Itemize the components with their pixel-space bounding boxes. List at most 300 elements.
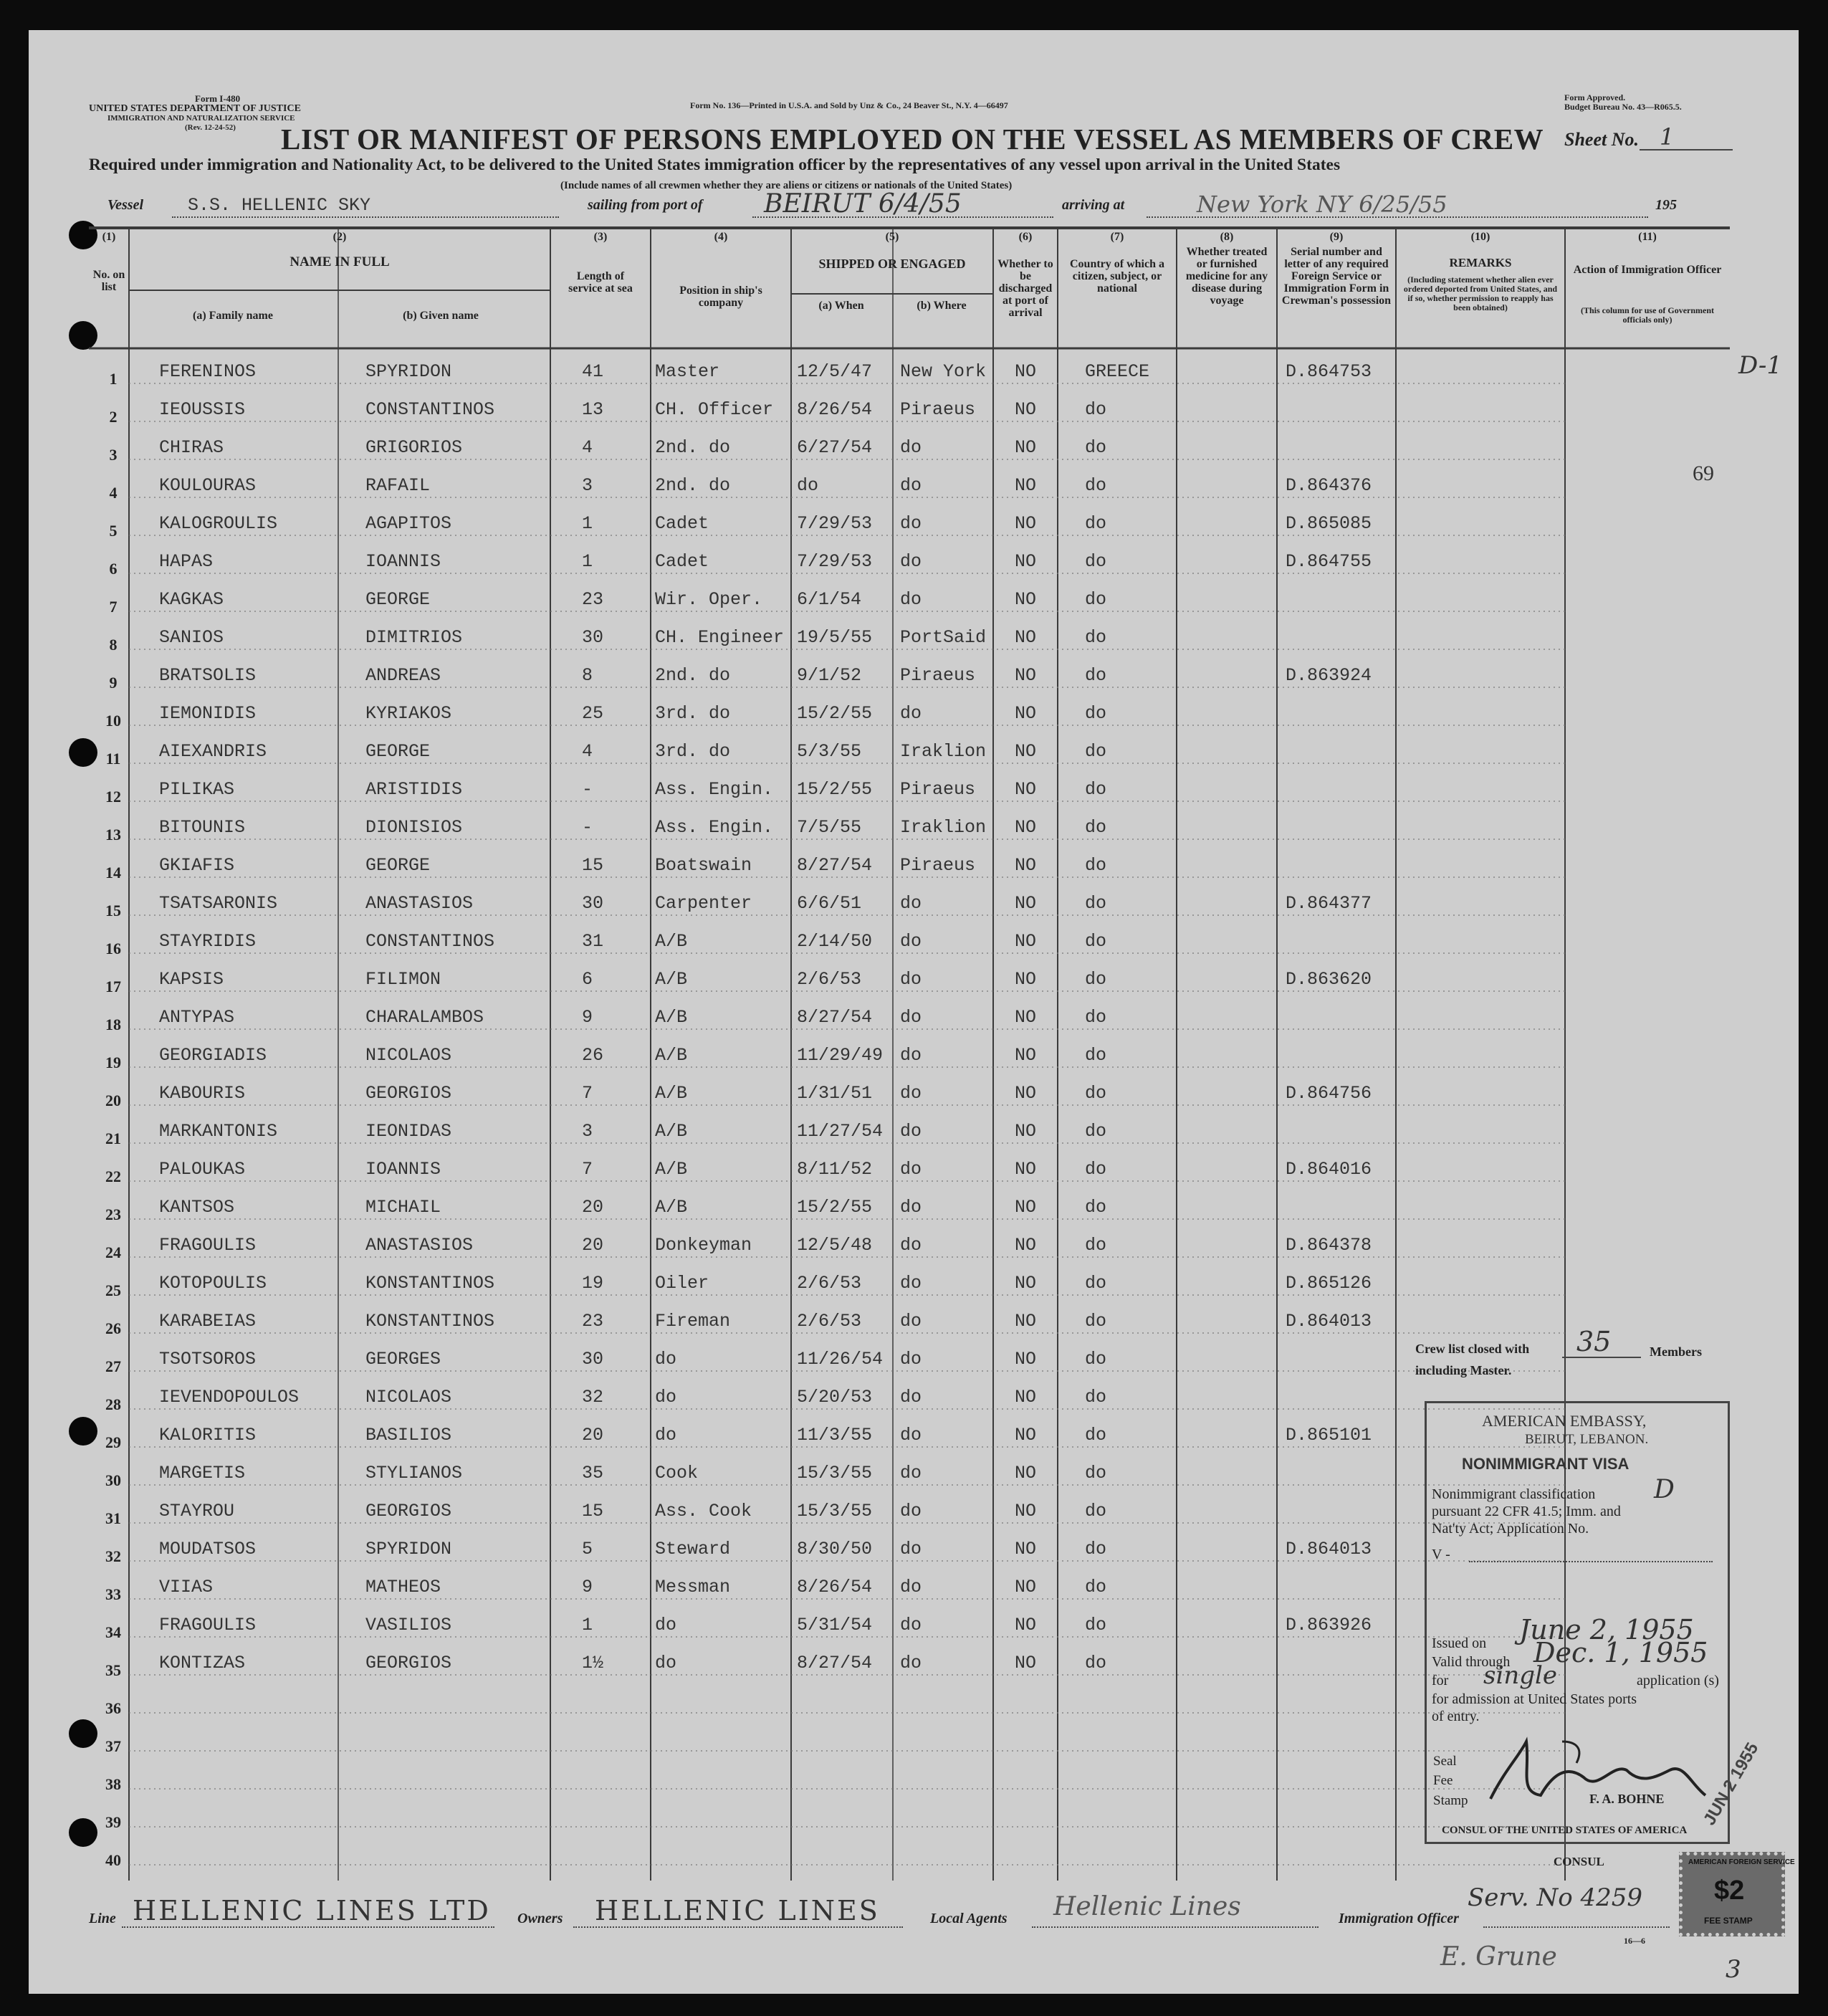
family-name-cell: PILIKAS: [159, 779, 235, 800]
shipped-where-cell: do: [900, 1007, 922, 1028]
given-name-cell: ANASTASIOS: [365, 1235, 474, 1256]
stamp-issued-label: Issued on: [1432, 1635, 1487, 1651]
country-cell: do: [1085, 1045, 1107, 1066]
agency-revision: (Rev. 12-24-52): [185, 123, 236, 132]
shipped-when-cell: 8/30/50: [797, 1539, 873, 1559]
row-number: 10: [105, 712, 121, 730]
family-name-cell: KALORITIS: [159, 1425, 257, 1446]
row-number: 40: [105, 1851, 121, 1869]
service-cell: -: [582, 779, 593, 800]
discharge-cell: NO: [1015, 1159, 1037, 1180]
given-name-cell: GEORGIOS: [365, 1501, 452, 1521]
country-cell: do: [1085, 1539, 1107, 1559]
shipped-when-cell: 7/29/53: [797, 551, 873, 572]
shipped-when-cell: 2/6/53: [797, 1311, 862, 1332]
vessel-name: S.S. HELLENIC SKY: [188, 195, 371, 216]
given-name-cell: BASILIOS: [365, 1425, 452, 1446]
given-name-cell: GEORGIOS: [365, 1653, 452, 1673]
country-cell: do: [1085, 1653, 1107, 1673]
family-name-cell: KAGKAS: [159, 589, 224, 610]
col5b-header: (b) Where: [917, 300, 967, 312]
stamp-seal: Seal: [1433, 1754, 1457, 1769]
position-cell: 2nd. do: [655, 475, 731, 496]
shipped-when-cell: 6/6/51: [797, 893, 862, 914]
given-name-cell: NICOLAOS: [365, 1387, 452, 1408]
shipped-where-cell: Piraeus: [900, 855, 976, 876]
document-cell: D.864013: [1286, 1311, 1372, 1332]
service-cell: 3: [582, 475, 593, 496]
margin-mark: D-1: [1738, 351, 1783, 380]
service-cell: 23: [582, 1311, 604, 1332]
country-cell: do: [1085, 703, 1107, 724]
agency-form-number: Form I-480: [195, 93, 241, 104]
position-cell: Ass. Engin.: [655, 779, 774, 800]
document-cell: D.863926: [1286, 1615, 1372, 1635]
row-number: 20: [105, 1091, 121, 1109]
country-cell: do: [1085, 551, 1107, 572]
crew-count-underline: [1562, 1357, 1641, 1358]
row-number: 13: [105, 826, 121, 844]
document-cell: D.865085: [1286, 513, 1372, 534]
position-cell: Messman: [655, 1577, 731, 1597]
discharge-cell: NO: [1015, 779, 1037, 800]
service-cell: 20: [582, 1235, 604, 1256]
col8-number: (8): [1220, 231, 1234, 243]
crew-closed-line2: including Master.: [1415, 1363, 1512, 1377]
discharge-cell: NO: [1015, 1653, 1037, 1673]
country-cell: GREECE: [1085, 361, 1150, 382]
agency-name: UNITED STATES DEPARTMENT OF JUSTICE: [89, 103, 301, 114]
position-cell: Ass. Engin.: [655, 817, 774, 838]
agency-service: IMMIGRATION AND NATURALIZATION SERVICE: [107, 114, 295, 123]
given-name-cell: STYLIANOS: [365, 1463, 463, 1484]
service-cell: 5: [582, 1539, 593, 1559]
position-cell: do: [655, 1425, 677, 1446]
stamp-embassy: AMERICAN EMBASSY,: [1482, 1412, 1647, 1430]
discharge-cell: NO: [1015, 1045, 1037, 1066]
family-name-cell: KOTOPOULIS: [159, 1273, 267, 1294]
service-cell: 20: [582, 1197, 604, 1218]
country-cell: do: [1085, 779, 1107, 800]
discharge-cell: NO: [1015, 1425, 1037, 1446]
shipped-where-cell: do: [900, 1425, 922, 1446]
col6-header: Whether to be discharged at port of arrival: [997, 258, 1053, 319]
shipped-when-cell: 6/27/54: [797, 437, 873, 458]
discharge-cell: NO: [1015, 969, 1037, 990]
country-cell: do: [1085, 1615, 1107, 1635]
service-cell: 1: [582, 513, 593, 534]
row-number: 12: [105, 788, 121, 806]
given-name-cell: KYRIAKOS: [365, 703, 452, 724]
family-name-cell: KANTSOS: [159, 1197, 235, 1218]
document-cell: D.864016: [1286, 1159, 1372, 1180]
col10-header: REMARKS: [1449, 256, 1512, 269]
row-number: 5: [109, 522, 118, 540]
discharge-cell: NO: [1015, 703, 1037, 724]
given-name-cell: IEONIDAS: [365, 1121, 452, 1142]
consul-name: F. A. BOHNE: [1589, 1792, 1665, 1806]
col5-header: SHIPPED OR ENGAGED: [818, 257, 966, 271]
position-cell: A/B: [655, 1197, 688, 1218]
shipped-where-cell: PortSaid: [900, 627, 987, 648]
fee-stamp-value: $2: [1714, 1876, 1745, 1906]
shipped-when-cell: 2/14/50: [797, 931, 873, 952]
given-name-cell: MICHAIL: [365, 1197, 441, 1218]
col2b-header: (b) Given name: [403, 310, 479, 322]
given-name-cell: KONSTANTINOS: [365, 1311, 495, 1332]
row-number: 35: [105, 1661, 121, 1679]
row-number: 16: [105, 940, 121, 957]
shipped-where-cell: Piraeus: [900, 665, 976, 686]
shipped-when-cell: 8/27/54: [797, 855, 873, 876]
col11-header: Action of Immigration Officer: [1573, 264, 1722, 276]
row-number: 18: [105, 1016, 121, 1033]
owners-label: Owners: [517, 1911, 563, 1926]
shipped-where-cell: do: [900, 551, 922, 572]
row-number: 26: [105, 1319, 121, 1337]
family-name-cell: MARKANTONIS: [159, 1121, 278, 1142]
agents-value: Hellenic Lines: [1053, 1892, 1241, 1921]
service-cell: 30: [582, 627, 604, 648]
country-cell: do: [1085, 437, 1107, 458]
position-cell: A/B: [655, 1083, 688, 1104]
year-label: 195: [1655, 197, 1677, 213]
sheet-label: Sheet No.: [1564, 129, 1639, 150]
service-cell: 1½: [582, 1653, 604, 1673]
row-number: 9: [109, 674, 118, 692]
stamp-admission: for admission at United States ports: [1432, 1691, 1637, 1707]
given-name-cell: SPYRIDON: [365, 361, 452, 382]
stamp-application-label: application (s): [1637, 1673, 1719, 1688]
given-name-cell: AGAPITOS: [365, 513, 452, 534]
service-cell: 1: [582, 1615, 593, 1635]
family-name-cell: FRAGOULIS: [159, 1235, 257, 1256]
country-cell: do: [1085, 1273, 1107, 1294]
stamp-classification: D: [1654, 1475, 1675, 1504]
discharge-cell: NO: [1015, 627, 1037, 648]
stamp-stamp-word: Stamp: [1433, 1793, 1468, 1808]
shipped-where-cell: Iraklion: [900, 817, 987, 838]
shipped-when-cell: 1/31/51: [797, 1083, 873, 1104]
service-cell: 31: [582, 931, 604, 952]
family-name-cell: KABOURIS: [159, 1083, 246, 1104]
country-cell: do: [1085, 399, 1107, 420]
position-cell: do: [655, 1653, 677, 1673]
country-cell: do: [1085, 1197, 1107, 1218]
col5a-header: (a) When: [818, 300, 864, 312]
col2-number: (2): [332, 231, 347, 243]
col4-header: Position in ship's company: [679, 285, 762, 309]
country-cell: do: [1085, 1501, 1107, 1521]
shipped-when-cell: 11/3/55: [797, 1425, 873, 1446]
family-name-cell: TSOTSOROS: [159, 1349, 257, 1370]
row-number: 6: [109, 560, 118, 578]
shipped-where-cell: do: [900, 1197, 922, 1218]
given-name-cell: GEORGE: [365, 741, 431, 762]
service-cell: 4: [582, 437, 593, 458]
arrival-port: New York NY 6/25/55: [1197, 191, 1447, 218]
position-cell: Donkeyman: [655, 1235, 752, 1256]
shipped-when-cell: 12/5/47: [797, 361, 873, 382]
shipped-where-cell: do: [900, 893, 922, 914]
row-number: 19: [105, 1054, 121, 1071]
row-number: 39: [105, 1813, 121, 1831]
discharge-cell: NO: [1015, 1387, 1037, 1408]
family-name-cell: GKIAFIS: [159, 855, 235, 876]
family-name-cell: CHIRAS: [159, 437, 224, 458]
stamp-of-entry: of entry.: [1432, 1709, 1480, 1724]
line-value: HELLENIC LINES LTD: [133, 1895, 491, 1926]
crew-closed-label: Crew list closed with: [1415, 1342, 1530, 1356]
given-name-cell: IOANNIS: [365, 551, 441, 572]
position-cell: do: [655, 1615, 677, 1635]
owners-value: HELLENIC LINES: [595, 1895, 880, 1926]
country-cell: do: [1085, 855, 1107, 876]
shipped-where-cell: do: [900, 1273, 922, 1294]
shipped-where-cell: do: [900, 1501, 922, 1521]
shipped-where-cell: do: [900, 931, 922, 952]
given-name-cell: RAFAIL: [365, 475, 431, 496]
row-number: 33: [105, 1585, 121, 1603]
given-name-cell: FILIMON: [365, 969, 441, 990]
discharge-cell: NO: [1015, 1311, 1037, 1332]
shipped-when-cell: 5/20/53: [797, 1387, 873, 1408]
shipped-where-cell: Iraklion: [900, 741, 987, 762]
shipped-where-cell: do: [900, 1311, 922, 1332]
shipped-when-cell: 8/26/54: [797, 399, 873, 420]
country-cell: do: [1085, 513, 1107, 534]
document-cell: D.864756: [1286, 1083, 1372, 1104]
row-number: 29: [105, 1433, 121, 1451]
stamp-v-label: V -: [1432, 1547, 1450, 1562]
given-name-cell: IOANNIS: [365, 1159, 441, 1180]
discharge-cell: NO: [1015, 665, 1037, 686]
position-cell: Fireman: [655, 1311, 731, 1332]
sailing-label: sailing from port of: [588, 197, 703, 213]
shipped-where-cell: do: [900, 1387, 922, 1408]
shipped-when-cell: 2/6/53: [797, 1273, 862, 1294]
service-cell: 32: [582, 1387, 604, 1408]
form-approved: Form Approved.: [1564, 92, 1626, 102]
stamp-for-label: for: [1432, 1673, 1449, 1688]
country-cell: do: [1085, 1235, 1107, 1256]
manifest-subtitle: Required under immigration and Nationality Act, to be delivered to the United States immigration officer by the representatives of any vessel upon arrival in the United States: [89, 156, 1341, 174]
row-number: 8: [109, 636, 118, 654]
family-name-cell: HAPAS: [159, 551, 214, 572]
position-cell: do: [655, 1349, 677, 1370]
country-cell: do: [1085, 931, 1107, 952]
position-cell: do: [655, 1387, 677, 1408]
fee-stamp: [1679, 1852, 1795, 1936]
stamp-valid-label: Valid through: [1432, 1654, 1511, 1670]
shipped-when-cell: 8/11/52: [797, 1159, 873, 1180]
given-name-cell: CHARALAMBOS: [365, 1007, 484, 1028]
col10-note: (Including statement whether alien ever ordered deported from United States, and if so, whether permission to reapply has been obtained): [1403, 274, 1558, 312]
agents-underline: [1032, 1926, 1319, 1928]
shipped-where-cell: do: [900, 1045, 922, 1066]
shipped-where-cell: do: [900, 1121, 922, 1142]
service-cell: 41: [582, 361, 604, 382]
shipped-when-cell: 11/26/54: [797, 1349, 884, 1370]
discharge-cell: NO: [1015, 1083, 1037, 1104]
family-name-cell: GEORGIADIS: [159, 1045, 267, 1066]
col8-header: Whether treated or furnished medicine for any disease during voyage: [1185, 246, 1268, 307]
shipped-when-cell: 19/5/55: [797, 627, 873, 648]
bottom-signature: E. Grune: [1440, 1942, 1557, 1972]
service-cell: 26: [582, 1045, 604, 1066]
position-cell: 2nd. do: [655, 437, 731, 458]
shipped-where-cell: do: [900, 589, 922, 610]
consul-of-text: CONSUL OF THE UNITED STATES OF AMERICA: [1442, 1825, 1688, 1836]
discharge-cell: NO: [1015, 1197, 1037, 1218]
stamp-v-line: [1469, 1561, 1713, 1562]
country-cell: do: [1085, 1425, 1107, 1446]
shipped-when-cell: 2/6/53: [797, 969, 862, 990]
shipped-where-cell: do: [900, 1463, 922, 1484]
vessel-label: Vessel: [107, 197, 143, 213]
document-cell: D.864377: [1286, 893, 1372, 914]
country-cell: do: [1085, 1121, 1107, 1142]
row-number: 24: [105, 1243, 121, 1261]
service-cell: 20: [582, 1425, 604, 1446]
row-number: 23: [105, 1205, 121, 1223]
shipped-when-cell: 11/29/49: [797, 1045, 884, 1066]
country-cell: do: [1085, 1311, 1107, 1332]
country-cell: do: [1085, 475, 1107, 496]
document-cell: D.864378: [1286, 1235, 1372, 1256]
country-cell: do: [1085, 741, 1107, 762]
shipped-where-cell: do: [900, 437, 922, 458]
shipped-where-cell: do: [900, 1235, 922, 1256]
agents-label: Local Agents: [930, 1911, 1008, 1926]
country-cell: do: [1085, 893, 1107, 914]
manifest-subnote: (Include names of all crewmen whether they are aliens or citizens or nationals of the United States): [560, 180, 1013, 191]
given-name-cell: GRIGORIOS: [365, 437, 463, 458]
discharge-cell: NO: [1015, 399, 1037, 420]
given-name-cell: MATHEOS: [365, 1577, 441, 1597]
position-cell: CH. Engineer: [655, 627, 785, 648]
line-label: Line: [89, 1911, 116, 1926]
discharge-cell: NO: [1015, 1577, 1037, 1597]
row-number: 14: [105, 864, 121, 882]
given-name-cell: NICOLAOS: [365, 1045, 452, 1066]
row-number: 30: [105, 1471, 121, 1489]
stamp-fee: Fee: [1433, 1773, 1453, 1788]
position-cell: Carpenter: [655, 893, 752, 914]
service-cell: 6: [582, 969, 593, 990]
country-cell: do: [1085, 665, 1107, 686]
country-cell: do: [1085, 1387, 1107, 1408]
country-cell: do: [1085, 1577, 1107, 1597]
shipped-where-cell: do: [900, 513, 922, 534]
given-name-cell: GEORGES: [365, 1349, 441, 1370]
position-cell: Steward: [655, 1539, 731, 1559]
position-cell: A/B: [655, 1121, 688, 1142]
family-name-cell: IEOUSSIS: [159, 399, 246, 420]
position-cell: Cadet: [655, 513, 709, 534]
corner-mark: 3: [1726, 1955, 1741, 1984]
departure-port: BEIRUT 6/4/55: [764, 189, 962, 219]
position-cell: Boatswain: [655, 855, 752, 876]
family-name-cell: AIEXANDRIS: [159, 741, 267, 762]
discharge-cell: NO: [1015, 1273, 1037, 1294]
position-cell: Wir. Oper.: [655, 589, 763, 610]
family-name-cell: KOULOURAS: [159, 475, 257, 496]
country-cell: do: [1085, 1349, 1107, 1370]
shipped-where-cell: do: [900, 1159, 922, 1180]
discharge-cell: NO: [1015, 1007, 1037, 1028]
shipped-where-cell: do: [900, 1349, 922, 1370]
shipped-where-cell: do: [900, 703, 922, 724]
position-cell: Cadet: [655, 551, 709, 572]
document-cell: D.865101: [1286, 1425, 1372, 1446]
discharge-cell: NO: [1015, 475, 1037, 496]
position-cell: A/B: [655, 1045, 688, 1066]
given-name-cell: GEORGE: [365, 589, 431, 610]
discharge-cell: NO: [1015, 1463, 1037, 1484]
col1-number: (1): [102, 231, 116, 243]
row-number: 25: [105, 1281, 121, 1299]
crew-closed-members: Members: [1650, 1344, 1702, 1359]
given-name-cell: ARISTIDIS: [365, 779, 463, 800]
discharge-cell: NO: [1015, 1615, 1037, 1635]
position-cell: A/B: [655, 931, 688, 952]
col2-header: NAME IN FULL: [289, 254, 390, 269]
given-name-cell: DIMITRIOS: [365, 627, 463, 648]
country-cell: do: [1085, 589, 1107, 610]
given-name-cell: GEORGE: [365, 855, 431, 876]
discharge-cell: NO: [1015, 513, 1037, 534]
discharge-cell: NO: [1015, 1349, 1037, 1370]
service-cell: 3: [582, 1121, 593, 1142]
service-cell: 7: [582, 1083, 593, 1104]
arriving-label: arriving at: [1062, 197, 1125, 213]
family-name-cell: STAYROU: [159, 1501, 235, 1521]
row-number: 2: [109, 408, 118, 426]
discharge-cell: NO: [1015, 1501, 1037, 1521]
document-cell: D.864013: [1286, 1539, 1372, 1559]
shipped-when-cell: 15/3/55: [797, 1463, 873, 1484]
discharge-cell: NO: [1015, 551, 1037, 572]
shipped-when-cell: 8/27/54: [797, 1007, 873, 1028]
discharge-cell: NO: [1015, 1235, 1037, 1256]
service-cell: 30: [582, 1349, 604, 1370]
country-cell: do: [1085, 1007, 1107, 1028]
shipped-when-cell: 5/3/55: [797, 741, 862, 762]
shipped-when-cell: 15/2/55: [797, 1197, 873, 1218]
discharge-cell: NO: [1015, 437, 1037, 458]
shipped-where-cell: do: [900, 969, 922, 990]
col5-number: (5): [885, 231, 899, 243]
shipped-when-cell: 7/29/53: [797, 513, 873, 534]
country-cell: do: [1085, 1463, 1107, 1484]
given-name-cell: ANASTASIOS: [365, 893, 474, 914]
position-cell: Oiler: [655, 1273, 709, 1294]
service-cell: 4: [582, 741, 593, 762]
family-name-cell: BRATSOLIS: [159, 665, 257, 686]
stamp-for-value: single: [1483, 1661, 1557, 1690]
shipped-where-cell: do: [900, 1083, 922, 1104]
family-name-cell: VIIAS: [159, 1577, 214, 1597]
col2a-header: (a) Family name: [193, 310, 273, 322]
position-cell: Cook: [655, 1463, 699, 1484]
number-69: 69: [1693, 462, 1714, 485]
country-cell: do: [1085, 1083, 1107, 1104]
country-cell: do: [1085, 817, 1107, 838]
discharge-cell: NO: [1015, 741, 1037, 762]
family-name-cell: IEVENDOPOULOS: [159, 1387, 300, 1408]
country-cell: do: [1085, 627, 1107, 648]
